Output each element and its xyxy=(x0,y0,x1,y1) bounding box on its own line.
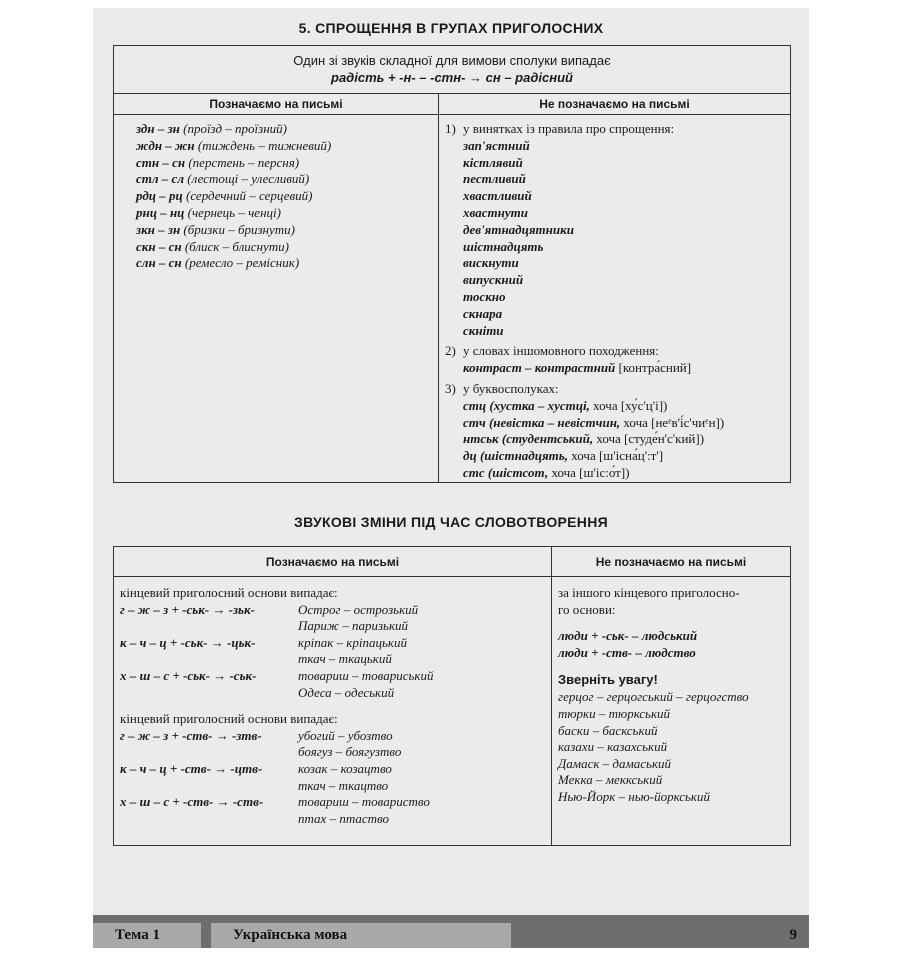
right-example: люди + -ств- – людство xyxy=(558,644,696,660)
footer-subject: Українська мова xyxy=(211,923,511,948)
exception-word: випускний xyxy=(463,272,524,288)
rule-row: рдц – рц (сердечний – серцевий) xyxy=(136,188,313,204)
header-left: Позначаємо на письмі xyxy=(114,93,439,115)
rule-row: стн – сн (перстень – персня) xyxy=(136,154,300,170)
header-right: Не позначаємо на письмі xyxy=(439,93,790,115)
left-column xyxy=(114,577,552,845)
block2-label: кінцевий приголосний основи випадає: xyxy=(120,711,338,727)
rule-row: ткач – ткацький xyxy=(298,651,392,667)
rule-row: х – ш – с + -ськ- → -ськ- товариш – товариський xyxy=(120,667,434,683)
item1-heading: 1) у винятках із правила про спрощення: xyxy=(445,121,675,136)
simplification-intro xyxy=(114,46,790,94)
page-footer xyxy=(93,915,809,948)
rule-row: стл – сл (лестощі – улесливий) xyxy=(136,171,310,187)
exception-word: хвастливий xyxy=(463,188,532,204)
block1-label: кінцевий приголосний основи випадає: xyxy=(120,585,338,600)
rule-row: здн – зн (проїзд – проїзний) xyxy=(136,121,287,136)
right-label: за іншого кінцевого приголосно- xyxy=(558,585,740,600)
exception-word: хвастнути xyxy=(463,204,528,220)
intro-line2: радість + -н- – -стн- → сн – радісний xyxy=(331,70,573,85)
section1-title: 5. СПРОЩЕННЯ В ГРУПАХ ПРИГОЛОСНИХ xyxy=(298,20,604,36)
rule-row: г – ж – з + -ств- → -зтв- убогий – убозтво xyxy=(120,727,393,743)
item2-heading: 2) у словах іншомовного походження: xyxy=(445,343,659,359)
attention-example: тюрки – тюркський xyxy=(558,705,671,721)
right-column xyxy=(439,115,790,482)
exception-word: кістлявий xyxy=(463,154,523,170)
rule-row: ждн – жн (тиждень – тижневий) xyxy=(136,137,332,153)
header-left: Позначаємо на письмі xyxy=(114,547,552,577)
attention-example: казахи – казахський xyxy=(558,739,668,755)
word-formation-table xyxy=(113,546,791,846)
combo-row: нтськ (студентський, хоча [студе́н'с'кий]) xyxy=(463,431,705,447)
left-column xyxy=(114,115,439,482)
exception-word: вискнути xyxy=(463,255,519,271)
attention-heading: Зверніть увагу! xyxy=(558,672,658,688)
exception-word: скнара xyxy=(463,305,503,321)
rule-row: х – ш – с + -ств- → -ств- товариш – товариство xyxy=(120,794,430,810)
combo-row: дц (шістнадцять, хоча [ш'існа́ц':т'] xyxy=(463,448,664,464)
exception-word: дев'ятнадцятники xyxy=(463,221,574,237)
rule-row: г – ж – з + -ськ- → -зьк- Острог – острозький xyxy=(120,601,419,617)
textbook-page xyxy=(93,8,809,948)
right-column xyxy=(552,577,790,845)
rule-row: зкн – зн (бризки – бризнути) xyxy=(136,221,295,237)
exception-word: скніти xyxy=(463,322,504,338)
rule-row: боягуз – боягузтво xyxy=(298,744,402,760)
item2-example: контраст – контрастний [контра́сний] xyxy=(463,360,692,376)
rule-row: к – ч – ц + -ств- → -цтв- козак – козацтво xyxy=(120,760,392,776)
right-label: го основи: xyxy=(558,601,616,617)
rule-row: слн – сн (ремесло – ремісник) xyxy=(136,255,300,271)
attention-example: Дамаск – дамаський xyxy=(558,755,672,771)
rule-row: Париж – паризький xyxy=(298,618,409,634)
exception-word: шістнадцять xyxy=(463,238,544,254)
exception-word: зап'ястний xyxy=(463,137,530,153)
footer-topic: Тема 1 xyxy=(93,923,201,948)
intro-line1: Один зі звуків складної для вимови сполуки випадає xyxy=(293,53,611,68)
exception-word: пестливий xyxy=(463,171,526,187)
combo-row: стс (шістсот, хоча [ш'іс:о́т]) xyxy=(463,464,630,480)
rule-row: Одеса – одеський xyxy=(298,684,395,700)
rule-row: рнц – нц (чернець – ченці) xyxy=(136,204,281,220)
simplification-table xyxy=(113,45,791,483)
attention-example: герцог – герцогський – герцогство xyxy=(558,689,749,705)
header-right: Не позначаємо на письмі xyxy=(552,547,790,577)
right-example: люди + -ськ- – людський xyxy=(558,628,698,644)
page-number: 9 xyxy=(789,927,797,943)
rule-row: к – ч – ц + -ськ- → -цьк- кріпак – кріпацький xyxy=(120,634,407,650)
attention-example: баски – баскський xyxy=(558,722,658,738)
attention-example: Мекка – меккський xyxy=(558,772,663,788)
combo-row: стц (хустка – хустці, хоча [ху́с'ц'і]) xyxy=(463,397,668,413)
exception-word: тоскно xyxy=(463,288,506,304)
attention-example: Нью-Йорк – нью-йоркський xyxy=(558,788,710,804)
section2-title: ЗВУКОВІ ЗМІНИ ПІД ЧАС СЛОВОТВОРЕННЯ xyxy=(294,514,608,530)
rule-row: ткач – ткацтво xyxy=(298,777,389,793)
rule-row: скн – сн (блиск – блиснути) xyxy=(136,238,289,254)
rule-row: птах – птаство xyxy=(298,810,389,826)
combo-row: стч (невістка – невістчин, хоча [неᵉв'і́с'чиᵉн]) xyxy=(463,414,725,430)
item3-heading: 3) у буквосполуках: xyxy=(445,380,559,396)
